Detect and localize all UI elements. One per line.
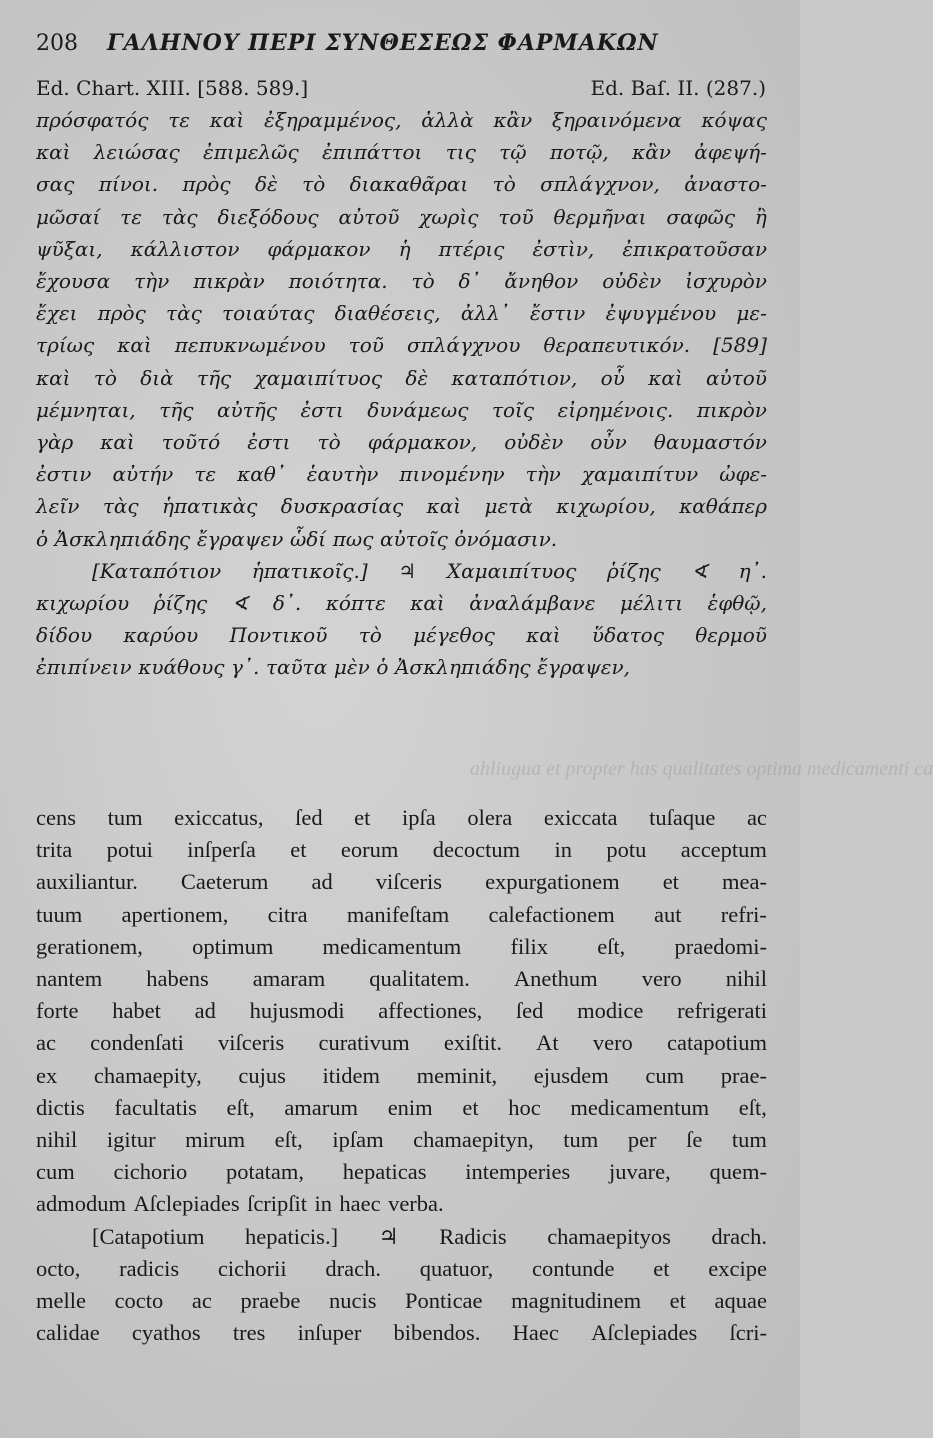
latin-line: ac condenſati viſceris curativum exiſtit. At vero catapotium <box>36 1030 767 1056</box>
greek-line: ἔχουσα τὴν πικρὰν ποιότητα. τὸ δ᾽ ἄνηθον οὐδὲν ἰσχυρὸν <box>36 269 767 294</box>
running-head <box>36 28 766 59</box>
latin-line: trita potui inſperſa et eorum decoctum in potu acceptum <box>36 837 767 863</box>
greek-line: μῶσαί τε τὰς διεξόδους αὐτοῦ χωρὶς τοῦ θερμῆναι σαφῶς ἢ <box>36 204 767 229</box>
greek-line: δίδου καρύου Ποντικοῦ τὸ μέγεθος καὶ ὕδατος θερμοῦ <box>36 623 767 648</box>
latin-text-block <box>36 802 767 1349</box>
latin-line: forte habet ad hujusmodi affectiones, ſed modice refrigerati <box>36 998 767 1024</box>
greek-line: πρόσφατός τε καὶ ἐξηραμμένος, ἀλλὰ κἂν ξηραινόμενα κόψας <box>36 108 767 132</box>
latin-line: nantem habens amaram qualitatem. Anethum vero nihil <box>36 966 767 992</box>
latin-line: gerationem, optimum medicamentum filix eſt, praedomi- <box>36 933 767 959</box>
latin-line: admodum Aſclepiades ſcripſit in haec verba. <box>36 1191 444 1217</box>
greek-line: ἔχει πρὸς τὰς τοιαύτας διαθέσεις, ἀλλ᾽ ἔστιν ἐψυγμένου με- <box>36 301 767 326</box>
latin-line: cens tum exiccatus, ſed et ipſa olera exiccata tuſaque ac <box>36 805 767 830</box>
greek-line: σας πίνοι. πρὸς δὲ τὸ διακαθᾶραι τὸ σπλάγχνον, ἀναστο- <box>36 172 767 197</box>
latin-line: calidae cyathos tres inſuper bibendos. Haec Aſclepiades ſcri- <box>36 1320 767 1346</box>
edition-chart-ref: Ed. Chart. XIII. [588. 589.] <box>36 76 309 100</box>
greek-line: λεῖν τὰς ἡπατικὰς δυσκρασίας καὶ μετὰ κιχωρίου, καθάπερ <box>36 494 767 519</box>
latin-line: [Catapotium hepaticis.] ♃ Radicis chamaepityos drach. <box>92 1223 767 1249</box>
page-number: 208 <box>36 31 78 56</box>
latin-line: octo, radicis cichorii drach. quatuor, contunde et excipe <box>36 1255 767 1281</box>
edition-basel-ref: Ed. Baſ. II. (287.) <box>590 76 766 100</box>
latin-line: tuum apertionem, citra manifeſtam calefactionem aut refri- <box>36 901 767 927</box>
bleed-through-text: ahliugua et propter has qualitates optima medicamenti ca <box>470 758 933 780</box>
greek-line: ψῦξαι, κάλλιστον φάρμακον ἡ πτέρις ἐστὶν, ἐπικρατοῦσαν <box>36 236 767 261</box>
latin-line: cum cichorio potatam, hepaticas intemperies juvare, quem- <box>36 1159 767 1185</box>
greek-line: [Καταπότιον ἡπατικοῖς.] ♃ Χαμαιπίτυος ῥίζης ∢ η᾽. <box>92 558 767 583</box>
greek-line: τρίως καὶ πεπυκνωμένου τοῦ σπλάγχνου θεραπευτικόν. [589] <box>36 333 767 358</box>
greek-line: ἐστιν αὐτήν τε καθ᾽ ἑαυτὴν πινομένην τὴν χαμαιπίτυν ὠφε- <box>36 462 767 487</box>
latin-line: ex chamaepity, cujus itidem meminit, ejusdem cum prae- <box>36 1062 767 1088</box>
latin-line: auxiliantur. Caeterum ad viſceris expurgationem et mea- <box>36 869 767 895</box>
greek-text-block <box>36 104 767 684</box>
greek-line: καὶ λειώσας ἐπιμελῶς ἐπιπάττοι τις τῷ ποτῷ, κἂν ἀφεψή- <box>36 140 767 165</box>
greek-line: ἐπιπίνειν κυάθους γ᾽. ταῦτα μὲν ὁ Ἀσκληπιάδης ἔγραψεν, <box>36 655 631 680</box>
greek-line: μέμνηται, τῆς αὐτῆς ἐστι δυνάμεως τοῖς εἰρημένοις. πικρὸν <box>36 397 767 422</box>
edition-references <box>36 74 766 102</box>
greek-line: καὶ τὸ διὰ τῆς χαμαιπίτυος δὲ καταπότιον, οὗ καὶ αὐτοῦ <box>36 365 767 390</box>
latin-line: nihil igitur mirum eſt, ipſam chamaepityn, tum per ſe tum <box>36 1127 767 1153</box>
latin-line: melle cocto ac praebe nucis Ponticae magnitudinem et aquae <box>36 1288 767 1314</box>
greek-line: ὁ Ἀσκληπιάδης ἔγραψεν ὧδί πως αὐτοῖς ὀνόμασιν. <box>36 526 558 551</box>
latin-line: dictis facultatis eſt, amarum enim et hoc medicamentum eſt, <box>36 1094 767 1120</box>
running-title: ΓΑΛΗΝΟΥ ΠΕΡΙ ΣΥΝΘΕΣΕΩΣ ΦΑΡΜΑΚΩΝ <box>107 30 659 56</box>
greek-line: γὰρ καὶ τοῦτό ἐστι τὸ φάρμακον, οὐδὲν οὖν θαυμαστόν <box>36 430 767 455</box>
greek-line: κιχωρίου ῥίζης ∢ δ᾽. κόπτε καὶ ἀναλάμβανε μέλιτι ἑφθῷ, <box>36 591 767 616</box>
